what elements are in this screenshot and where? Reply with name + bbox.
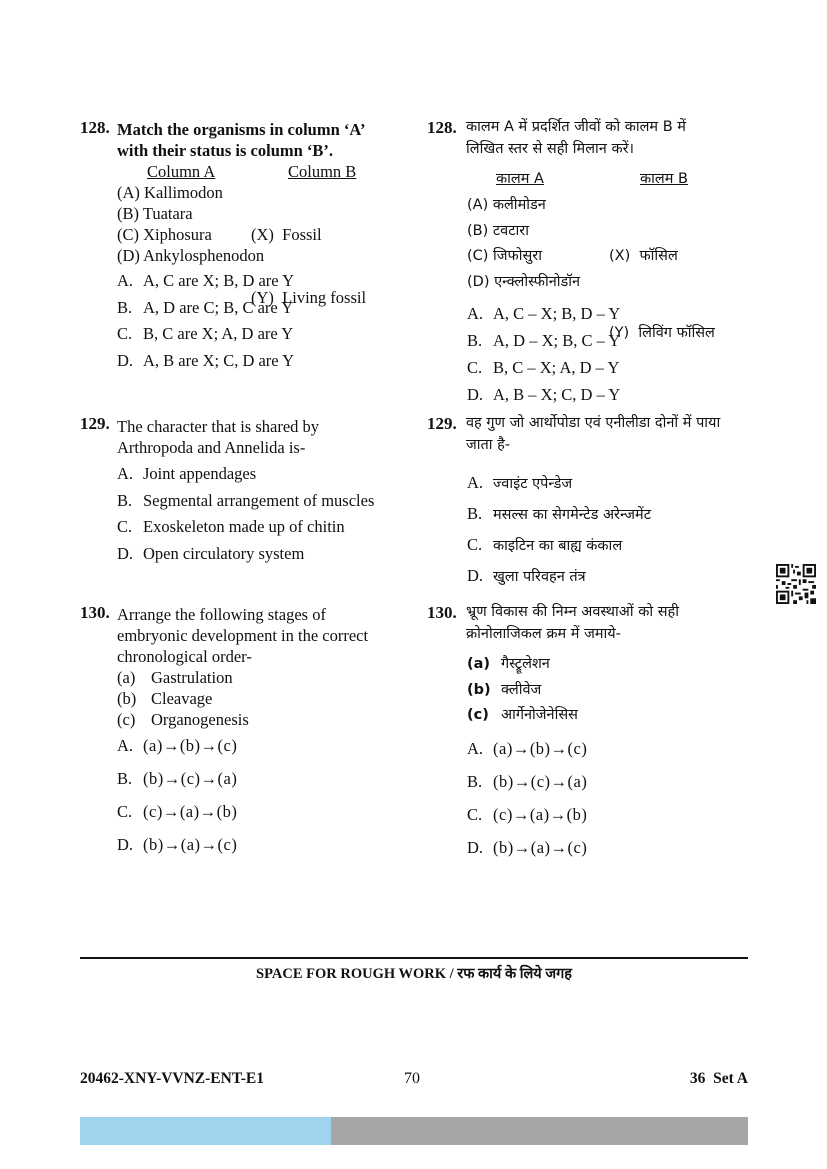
answer-options <box>467 472 651 596</box>
column-b-item: (X) Fossil <box>251 225 322 244</box>
option-d[interactable] <box>117 350 294 377</box>
option-text: A, B – X; C, D – Y <box>493 385 621 404</box>
option-label: C. <box>117 802 133 821</box>
option-d[interactable] <box>467 837 587 870</box>
column-b-heading: कालम B <box>640 171 688 187</box>
option-d[interactable] <box>467 384 620 411</box>
option-text: B, C are X; A, D are Y <box>143 324 294 343</box>
stage-label: (b) <box>467 681 491 698</box>
option-text: (c)→(a)→(b) <box>493 805 588 824</box>
answer-options <box>117 735 237 867</box>
question-line: Match the organisms in column ‘A’ <box>117 120 366 139</box>
column-a-item: (C) Xiphosura <box>117 225 212 244</box>
option-a[interactable] <box>467 738 587 771</box>
option-a[interactable] <box>467 472 651 503</box>
stage-text: गैस्ट्रूलेशन <box>501 656 550 672</box>
option-label: D. <box>117 835 134 854</box>
option-c[interactable] <box>117 516 374 543</box>
question-text <box>117 604 368 730</box>
option-label: D. <box>467 566 484 585</box>
stage-text: Organogenesis <box>151 710 249 729</box>
option-text: B, C – X; A, D – Y <box>493 358 620 377</box>
question-line: भ्रूण विकास की निम्न अवस्थाओं को सही <box>466 604 679 620</box>
option-label: C. <box>117 324 133 343</box>
stage-text: क्लीवेज <box>501 681 542 698</box>
option-c[interactable] <box>117 323 294 350</box>
option-label: A. <box>467 304 484 323</box>
option-d[interactable] <box>467 565 651 596</box>
question-number: 128. <box>80 118 110 137</box>
option-label: B. <box>117 769 133 788</box>
option-label: C. <box>467 358 483 377</box>
option-text: Joint appendages <box>143 464 257 483</box>
option-a[interactable] <box>117 735 237 768</box>
option-label: D. <box>467 385 484 404</box>
question-text <box>466 116 686 160</box>
question-line: embryonic development in the correct <box>117 626 369 645</box>
option-text: खुला परिवहन तंत्र <box>493 569 586 585</box>
option-label: A. <box>467 473 484 492</box>
stage-text: Cleavage <box>151 689 213 708</box>
stage-item <box>117 688 368 709</box>
column-b-item: (Y) Living fossil <box>251 288 367 307</box>
option-label: B. <box>117 297 133 317</box>
stage-label: (c) <box>117 710 136 729</box>
question-line: लिखित स्तर से सही मिलान करें। <box>466 141 635 157</box>
question-line: क्रोनोलाजिकल क्रम में जमाये- <box>466 626 621 642</box>
question-text <box>117 416 319 458</box>
stage-item <box>467 678 578 704</box>
option-label: C. <box>467 535 483 554</box>
option-text: A, C are X; B, D are Y <box>143 271 295 290</box>
column-a-item: (A) कलीमोडन <box>467 197 546 213</box>
option-text: A, D – X; B, C – Y <box>493 331 621 350</box>
column-a-item: (D) एन्क्लोस्फीनोडॉन <box>467 273 581 290</box>
option-label: C. <box>467 805 483 824</box>
option-label: B. <box>467 772 483 791</box>
answer-options <box>467 303 620 411</box>
option-text: काइटिन का बाह्य कंकाल <box>493 538 623 554</box>
question-line: Arrange the following stages of <box>117 605 326 624</box>
option-a[interactable] <box>117 463 374 490</box>
stage-text: Gastrulation <box>151 668 233 687</box>
option-b[interactable] <box>467 503 651 534</box>
option-text: (b)→(c)→(a) <box>143 769 238 788</box>
paper-code: 20462-XNY-VVNZ-ENT-E1 <box>80 1070 265 1087</box>
option-label: A. <box>467 739 484 758</box>
column-a-item: (B) Tuatara <box>117 204 193 223</box>
option-a[interactable] <box>467 303 620 330</box>
set-label: 36 Set A <box>689 1070 748 1087</box>
column-a-heading: Column A <box>147 162 216 181</box>
option-d[interactable] <box>117 834 237 867</box>
column-b-item: (Y) लिविंग फॉसिल <box>609 324 715 341</box>
option-label: C. <box>117 517 133 536</box>
answer-options <box>467 738 587 870</box>
option-c[interactable] <box>467 534 651 565</box>
column-a-items <box>117 182 264 266</box>
column-b-item: (X) फॉसिल <box>609 248 678 264</box>
option-a[interactable] <box>117 270 294 297</box>
question-text <box>117 119 366 161</box>
option-text: A, B are X; C, D are Y <box>143 350 295 370</box>
column-a-items <box>467 193 580 295</box>
option-text: ज्वाइंट एपेन्डेज <box>493 476 573 492</box>
option-b[interactable] <box>117 297 294 324</box>
stage-label: (a) <box>467 656 491 672</box>
option-label: A. <box>117 736 134 755</box>
answer-options <box>117 463 374 569</box>
column-b-items <box>609 193 715 372</box>
option-label: D. <box>117 350 134 370</box>
option-label: D. <box>117 543 134 563</box>
option-b[interactable] <box>117 768 237 801</box>
stage-text: आर्गेनोजेनेसिस <box>501 707 578 723</box>
stage-label: (c) <box>467 707 489 723</box>
option-text: मसल्स का सेगमेन्टेड अरेन्जमेंट <box>493 507 652 523</box>
option-b[interactable] <box>117 490 374 517</box>
qr-code-icon <box>776 564 816 604</box>
option-text: (a)→(b)→(c) <box>143 736 238 755</box>
option-text: (c)→(a)→(b) <box>143 802 238 821</box>
option-label: B. <box>117 490 133 510</box>
option-c[interactable] <box>117 801 237 834</box>
column-a-item: (C) जिफोसुरा <box>467 248 542 264</box>
stage-item <box>117 667 368 688</box>
option-text: Segmental arrangement of muscles <box>143 490 375 510</box>
stage-item <box>117 709 368 730</box>
answer-options <box>117 270 294 376</box>
question-text <box>466 412 720 456</box>
stage-list <box>467 652 578 729</box>
stage-label: (a) <box>117 668 136 687</box>
column-b-heading: Column B <box>288 162 357 181</box>
column-a-item: (B) टवटारा <box>467 222 529 239</box>
question-line: जाता है- <box>466 437 511 453</box>
stage-item <box>467 703 578 729</box>
option-text: (b)→(c)→(a) <box>493 772 588 791</box>
option-b[interactable] <box>467 771 587 804</box>
option-b[interactable] <box>467 330 620 357</box>
column-a-item: (D) Ankylosphenodon <box>117 246 265 265</box>
option-label: A. <box>117 271 134 290</box>
page-number: 70 <box>404 1070 420 1087</box>
option-text: Open circulatory system <box>143 543 305 563</box>
option-text: A, D are C; B, C are Y <box>143 297 294 317</box>
question-line: वह गुण जो आर्थोपोडा एवं एनीलीडा दोनों में पाया <box>466 415 721 431</box>
option-label: A. <box>117 464 134 483</box>
question-line: कालम A में प्रदर्शित जीवों को कालम B में <box>466 119 686 135</box>
question-number: 130. <box>80 603 110 622</box>
option-text: A, C – X; B, D – Y <box>493 304 621 323</box>
question-line: chronological order- <box>117 647 252 666</box>
question-line: with their status is column ‘B’. <box>117 141 334 160</box>
option-label: B. <box>467 504 483 523</box>
option-label: D. <box>467 838 484 857</box>
rough-work-divider <box>80 957 748 959</box>
rough-work-label: SPACE FOR ROUGH WORK / रफ कार्य के लिये जगह <box>256 966 572 982</box>
option-text: (b)→(a)→(c) <box>143 835 238 854</box>
option-text: (b)→(a)→(c) <box>493 838 588 857</box>
question-line: The character that is shared by <box>117 417 320 436</box>
question-line: Arthropoda and Annelida is- <box>117 438 306 457</box>
stage-label: (b) <box>117 689 137 708</box>
question-number: 129. <box>427 414 457 433</box>
question-number: 130. <box>427 603 457 622</box>
question-text <box>466 601 679 645</box>
question-number: 128. <box>427 118 457 137</box>
option-label: B. <box>467 331 483 350</box>
option-d[interactable] <box>117 543 374 570</box>
option-c[interactable] <box>467 804 587 837</box>
footer-bar-blue <box>80 1117 331 1145</box>
column-a-heading: कालम A <box>496 171 544 187</box>
option-text: (a)→(b)→(c) <box>493 739 588 758</box>
option-c[interactable] <box>467 357 620 384</box>
column-a-item: (A) Kallimodon <box>117 183 223 202</box>
stage-item <box>467 652 578 678</box>
question-number: 129. <box>80 414 110 433</box>
option-text: Exoskeleton made up of chitin <box>143 517 345 536</box>
footer-bar-gray <box>331 1117 748 1145</box>
